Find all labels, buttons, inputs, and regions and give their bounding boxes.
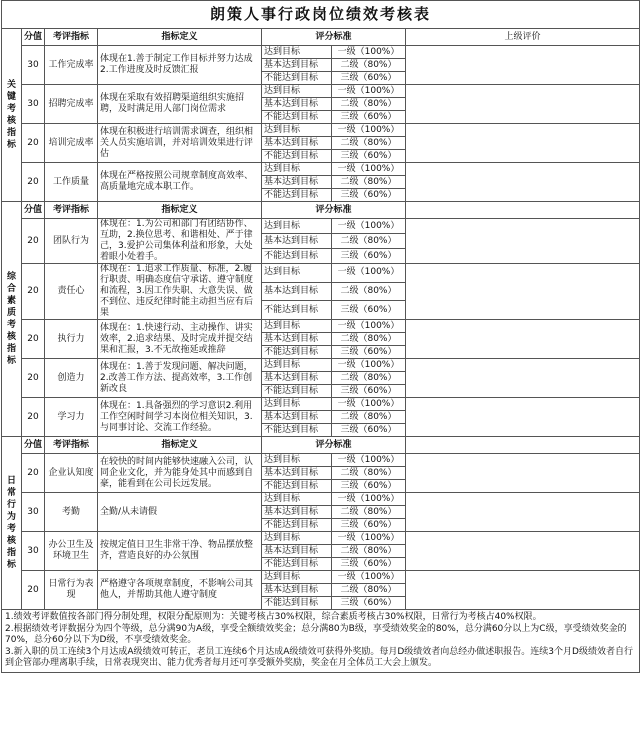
superior-eval-cell[interactable]	[406, 532, 640, 571]
level-grade: 二级（80%）	[332, 59, 406, 72]
item-indicator: 培训完成率	[45, 124, 98, 163]
level-grade: 二级（80%）	[332, 411, 406, 424]
level-text: 不能达到目标	[262, 150, 332, 163]
page-title: 朗策人事行政岗位绩效考核表	[2, 1, 640, 29]
item-score: 20	[22, 219, 45, 264]
level-text: 基本达到目标	[262, 282, 332, 301]
level-text: 达到目标	[262, 264, 332, 283]
note-3: 3.新入职的员工连续3个月达成A级绩效可转正，老员工连续6个月达成A级绩效可获得外奖励。每月D级绩效者向总经办做述职报告。连续3个月D级绩效者自行到企管部办理离职手续，日常表现突出、能力优秀者每月还可享受额外奖励，奖金在月全体员工大会上颁发。	[5, 646, 633, 668]
level-grade: 二级（80%）	[332, 372, 406, 385]
section-label-char: 核	[6, 332, 16, 342]
level-grade: 一级（100%）	[332, 320, 406, 333]
item-score: 20	[22, 454, 45, 493]
item-definition: 体现在严格按照公司规章制度高效率、高质量地完成本职工作。	[98, 163, 262, 202]
level-grade: 三级（60%）	[332, 519, 406, 532]
section-label-char: 关	[6, 80, 16, 90]
superior-eval-cell[interactable]	[406, 398, 640, 437]
item-definition: 体现在1.善于制定工作目标并努力达成2.工作进度及时反馈汇报	[98, 46, 262, 85]
level-grade: 三级（60%）	[332, 597, 406, 610]
section-label	[2, 29, 22, 202]
level-grade: 一级（100%）	[332, 85, 406, 98]
level-grade: 三级（60%）	[332, 72, 406, 85]
item-definition: 体现在：1.善于发现问题、解决问题，2.改善工作方法、提高效率，3.工作创新改良	[98, 359, 262, 398]
level-text: 达到目标	[262, 454, 332, 467]
score-header: 分值	[22, 202, 45, 219]
level-text: 达到目标	[262, 532, 332, 545]
table-row	[2, 532, 640, 545]
superior-eval-cell[interactable]	[406, 320, 640, 359]
section-label-char: 标	[6, 560, 16, 570]
level-grade: 三级（60%）	[332, 346, 406, 359]
score-header: 分值	[22, 29, 45, 46]
level-text: 基本达到目标	[262, 506, 332, 519]
superior-eval-header: 上级评价	[406, 29, 640, 46]
level-grade: 二级（80%）	[332, 176, 406, 189]
superior-eval-cell[interactable]	[406, 163, 640, 202]
indicator-header: 考评指标	[45, 437, 98, 454]
level-grade: 二级（80%）	[332, 506, 406, 519]
level-grade: 二级（80%）	[332, 467, 406, 480]
item-score: 20	[22, 398, 45, 437]
section-label-char: 行	[6, 500, 16, 510]
level-text: 基本达到目标	[262, 176, 332, 189]
section-label-char: 日	[6, 476, 16, 486]
item-score: 30	[22, 532, 45, 571]
level-grade: 二级（80%）	[332, 333, 406, 346]
section-label-char: 质	[6, 308, 16, 318]
level-text: 达到目标	[262, 219, 332, 234]
superior-eval-cell[interactable]	[406, 359, 640, 398]
item-indicator: 日常行为表现	[45, 571, 98, 610]
item-definition: 体现在：1.追求工作质量、标准，2.履行职责、明确态度信守承诺、遵守制度和流程，3.因工作失职、大意失误、做不到位、违反纪律时能主动担当应有后果	[98, 264, 262, 320]
level-grade: 一级（100%）	[332, 571, 406, 584]
level-grade: 一级（100%）	[332, 359, 406, 372]
table-row	[2, 454, 640, 467]
table-row	[2, 398, 640, 411]
superior-eval-cell[interactable]	[406, 264, 640, 320]
section-label-char: 标	[6, 140, 16, 150]
item-indicator: 创造力	[45, 359, 98, 398]
table-row	[2, 46, 640, 59]
item-score: 30	[22, 85, 45, 124]
section-label-char: 指	[6, 548, 16, 558]
level-grade: 三级（60%）	[332, 111, 406, 124]
superior-eval-cell[interactable]	[406, 493, 640, 532]
level-grade: 一级（100%）	[332, 454, 406, 467]
item-indicator: 考勤	[45, 493, 98, 532]
level-text: 不能达到目标	[262, 519, 332, 532]
item-definition: 在较快的时间内能够快速融入公司，认同企业文化，并为能身处其中而感到自豪，能看到在公司长远发展。	[98, 454, 262, 493]
level-grade: 二级（80%）	[332, 98, 406, 111]
superior-eval-cell[interactable]	[406, 571, 640, 610]
section-label	[2, 202, 22, 437]
level-grade: 三级（60%）	[332, 150, 406, 163]
item-score: 30	[22, 493, 45, 532]
level-text: 基本达到目标	[262, 411, 332, 424]
section-label-char: 合	[6, 284, 16, 294]
level-text: 基本达到目标	[262, 333, 332, 346]
superior-eval-cell[interactable]	[406, 85, 640, 124]
superior-eval-cell[interactable]	[406, 46, 640, 85]
level-text: 基本达到目标	[262, 584, 332, 597]
level-text: 基本达到目标	[262, 59, 332, 72]
level-text: 达到目标	[262, 571, 332, 584]
item-indicator: 团队行为	[45, 219, 98, 264]
section-label	[2, 437, 22, 610]
level-text: 不能达到目标	[262, 385, 332, 398]
note-1: 1.绩效考评数值按各部门得分制处理，权限分配原则为：关键考核占30%权限，综合素质考核占30%权限，日常行为考核占40%权限。	[5, 612, 542, 622]
level-grade: 一级（100%）	[332, 124, 406, 137]
section-label-char: 考	[6, 320, 16, 330]
level-text: 基本达到目标	[262, 137, 332, 150]
item-definition: 全勤/从未请假	[98, 493, 262, 532]
item-score: 20	[22, 264, 45, 320]
level-text: 不能达到目标	[262, 249, 332, 264]
level-grade: 一级（100%）	[332, 163, 406, 176]
table-row	[2, 493, 640, 506]
section-label-char: 素	[6, 296, 16, 306]
level-grade: 三级（60%）	[332, 480, 406, 493]
note-2: 2.根据绩效考评数据分为四个等级，总分满90为A级，享受全额绩效奖金；总分满80为B级，享受绩效奖金的80%，总分满60分以上为C级，享受绩效奖金的70%，总分60分以下为D级，不享受绩效奖金。	[5, 623, 627, 645]
section-label-char: 指	[6, 128, 16, 138]
level-grade: 三级（60%）	[332, 385, 406, 398]
appraisal-table	[1, 0, 640, 673]
item-score: 20	[22, 163, 45, 202]
item-indicator: 办公卫生及环境卫生	[45, 532, 98, 571]
level-grade: 一级（100%）	[332, 493, 406, 506]
section-label-char: 标	[6, 356, 16, 366]
level-grade: 三级（60%）	[332, 189, 406, 202]
item-score: 30	[22, 46, 45, 85]
level-grade: 一级（100%）	[332, 46, 406, 59]
level-grade: 二级（80%）	[332, 234, 406, 249]
level-text: 不能达到目标	[262, 558, 332, 571]
item-indicator: 企业认知度	[45, 454, 98, 493]
table-row	[2, 320, 640, 333]
item-definition: 体现在：1.快速行动、主动操作、讲实效率，2.追求结果、及时完成并提交结果和汇报，3.不无故拖延或推辞	[98, 320, 262, 359]
superior-eval-cell[interactable]	[406, 219, 640, 264]
superior-eval-cell[interactable]	[406, 124, 640, 163]
level-text: 达到目标	[262, 359, 332, 372]
superior-eval-cell[interactable]	[406, 454, 640, 493]
standard-header: 评分标准	[262, 29, 406, 46]
level-grade: 三级（60%）	[332, 558, 406, 571]
level-grade: 二级（80%）	[332, 282, 406, 301]
level-text: 基本达到目标	[262, 234, 332, 249]
level-text: 基本达到目标	[262, 545, 332, 558]
item-indicator: 工作完成率	[45, 46, 98, 85]
section-label-char: 为	[6, 512, 16, 522]
item-indicator: 招聘完成率	[45, 85, 98, 124]
level-grade: 一级（100%）	[332, 219, 406, 234]
superior-eval-header	[406, 437, 640, 454]
level-grade: 一级（100%）	[332, 398, 406, 411]
section-label-char: 考	[6, 524, 16, 534]
level-text: 达到目标	[262, 320, 332, 333]
table-row	[2, 163, 640, 176]
item-definition: 体现在：1.具备强烈的学习意识2.利用工作空闲时间学习本岗位相关知识，3.与同事讨论、交流工作经验。	[98, 398, 262, 437]
item-score: 20	[22, 124, 45, 163]
score-header: 分值	[22, 437, 45, 454]
item-definition: 体现在：1.为公司和部门有团结协作、互助，2.换位思考、和谐相处、严于律己，3.爱护公司集体利益和形象，大处着眼小处着手。	[98, 219, 262, 264]
item-indicator: 工作质量	[45, 163, 98, 202]
level-grade: 一级（100%）	[332, 532, 406, 545]
level-text: 不能达到目标	[262, 424, 332, 437]
section-label-char: 核	[6, 536, 16, 546]
level-text: 不能达到目标	[262, 301, 332, 320]
level-grade: 二级（80%）	[332, 137, 406, 150]
level-text: 达到目标	[262, 493, 332, 506]
level-text: 达到目标	[262, 124, 332, 137]
section-label-char: 核	[6, 116, 16, 126]
section-label-char: 综	[6, 272, 16, 282]
item-score: 20	[22, 571, 45, 610]
table-row	[2, 359, 640, 372]
level-text: 达到目标	[262, 46, 332, 59]
section-label-char: 键	[6, 92, 16, 102]
table-row	[2, 85, 640, 98]
level-text: 不能达到目标	[262, 72, 332, 85]
section-label-char: 考	[6, 104, 16, 114]
item-definition: 按规定值日卫生非常干净、物品摆放整齐，营造良好的办公氛围	[98, 532, 262, 571]
level-text: 达到目标	[262, 85, 332, 98]
item-indicator: 执行力	[45, 320, 98, 359]
level-text: 不能达到目标	[262, 346, 332, 359]
item-indicator: 责任心	[45, 264, 98, 320]
level-text: 达到目标	[262, 163, 332, 176]
notes	[2, 610, 640, 673]
level-grade: 二级（80%）	[332, 584, 406, 597]
item-definition: 体现在采取有效招聘渠道组织实施招聘，及时满足用人部门岗位需求	[98, 85, 262, 124]
level-grade: 三级（60%）	[332, 301, 406, 320]
standard-header: 评分标准	[262, 437, 406, 454]
section-label-char: 指	[6, 344, 16, 354]
level-text: 基本达到目标	[262, 372, 332, 385]
item-indicator: 学习力	[45, 398, 98, 437]
item-definition: 严格遵守各项规章制度，不影响公司其他人，并帮助其他人遵守制度	[98, 571, 262, 610]
level-text: 达到目标	[262, 398, 332, 411]
level-text: 不能达到目标	[262, 189, 332, 202]
superior-eval-header	[406, 202, 640, 219]
standard-header: 评分标准	[262, 202, 406, 219]
definition-header: 指标定义	[98, 29, 262, 46]
indicator-header: 考评指标	[45, 29, 98, 46]
level-text: 基本达到目标	[262, 467, 332, 480]
indicator-header: 考评指标	[45, 202, 98, 219]
item-score: 20	[22, 320, 45, 359]
level-grade: 三级（60%）	[332, 424, 406, 437]
definition-header: 指标定义	[98, 437, 262, 454]
level-grade: 二级（80%）	[332, 545, 406, 558]
level-text: 基本达到目标	[262, 98, 332, 111]
table-row	[2, 571, 640, 584]
item-definition: 体现在积极进行培训需求调查，组织相关人员实施培训，并对培训效果进行评估	[98, 124, 262, 163]
table-row	[2, 264, 640, 283]
definition-header: 指标定义	[98, 202, 262, 219]
level-grade: 三级（60%）	[332, 249, 406, 264]
table-row	[2, 219, 640, 234]
level-grade: 一级（100%）	[332, 264, 406, 283]
table-row	[2, 124, 640, 137]
level-text: 不能达到目标	[262, 111, 332, 124]
section-label-char: 常	[6, 488, 16, 498]
level-text: 不能达到目标	[262, 480, 332, 493]
level-text: 不能达到目标	[262, 597, 332, 610]
item-score: 20	[22, 359, 45, 398]
